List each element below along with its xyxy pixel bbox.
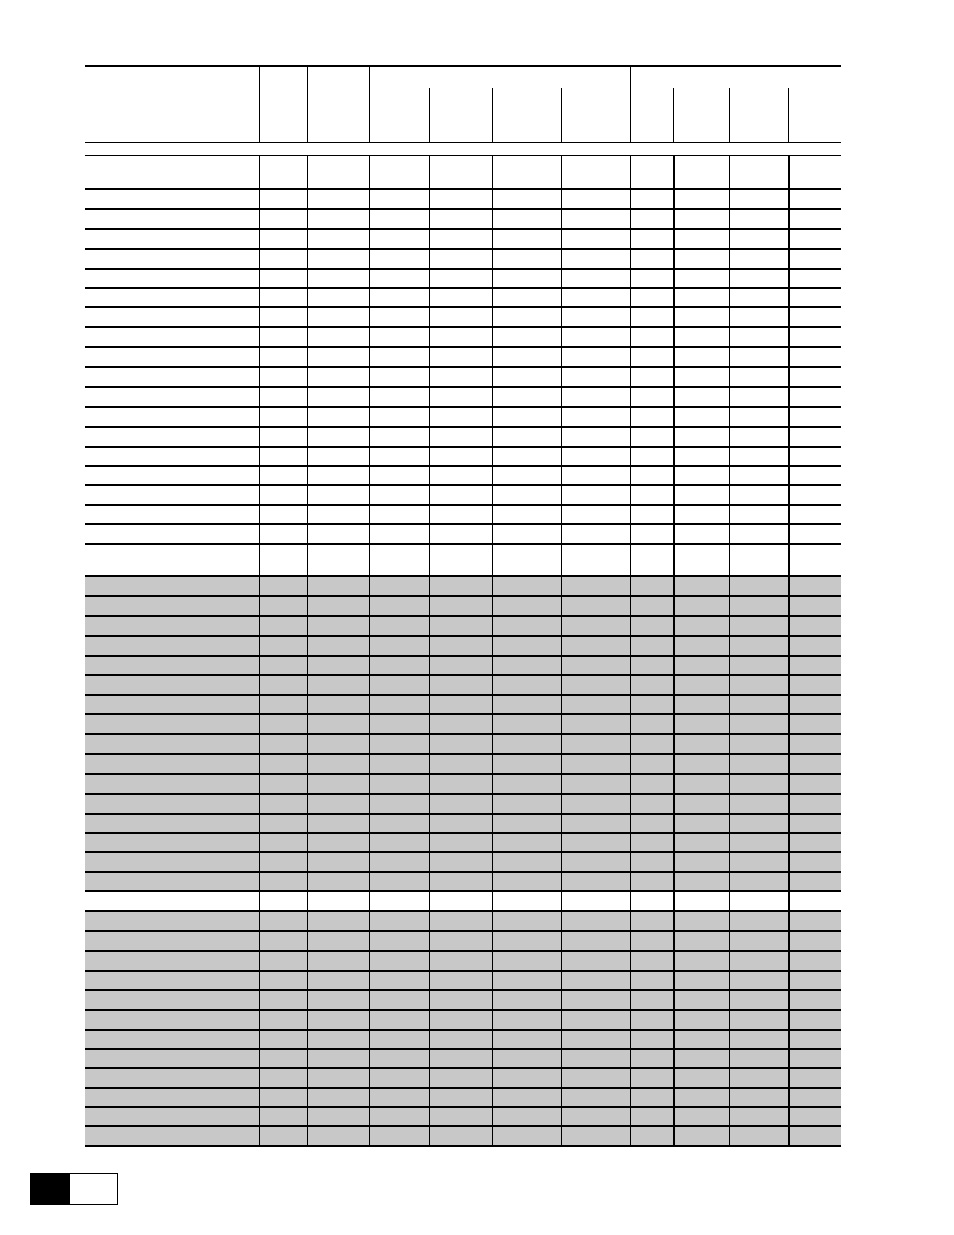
row-rule bbox=[85, 406, 841, 408]
data-table bbox=[85, 0, 841, 1150]
row-rule bbox=[85, 543, 841, 545]
row-rule bbox=[85, 446, 841, 448]
row-rule bbox=[85, 1009, 841, 1011]
column-rule bbox=[630, 155, 631, 1145]
row-rule bbox=[85, 1106, 841, 1108]
row-rule bbox=[85, 674, 841, 676]
row-rule bbox=[85, 386, 841, 388]
row-rule bbox=[85, 426, 841, 428]
row-rule bbox=[85, 504, 841, 506]
column-rule bbox=[259, 155, 260, 1145]
row-rule bbox=[85, 346, 841, 348]
row-rule bbox=[85, 1125, 841, 1127]
row-rule bbox=[85, 970, 841, 972]
header-column-rule bbox=[259, 66, 260, 142]
row-rule bbox=[85, 484, 841, 486]
header-rule bbox=[85, 155, 841, 156]
row-rule bbox=[85, 248, 841, 250]
subheader-column-rule bbox=[673, 88, 674, 142]
row-rule bbox=[85, 523, 841, 525]
row-rule bbox=[85, 832, 841, 834]
row-rule bbox=[85, 694, 841, 696]
row-rule bbox=[85, 306, 841, 308]
row-rule bbox=[85, 713, 841, 715]
row-rule bbox=[85, 326, 841, 328]
page-tab-outline-block bbox=[70, 1173, 118, 1205]
subheader-column-rule bbox=[788, 88, 789, 142]
table-top-rule bbox=[85, 65, 841, 67]
column-rule bbox=[561, 155, 562, 1145]
column-rule bbox=[492, 155, 493, 1145]
row-rule bbox=[85, 871, 841, 873]
row-rule bbox=[85, 635, 841, 637]
header-separator-rule bbox=[85, 142, 841, 143]
row-rule bbox=[85, 851, 841, 853]
row-rule bbox=[85, 1145, 841, 1147]
shaded-row-band bbox=[85, 910, 841, 1145]
row-rule bbox=[85, 615, 841, 617]
column-rule bbox=[369, 155, 370, 1145]
column-rule bbox=[307, 155, 308, 1145]
row-rule bbox=[85, 1048, 841, 1050]
row-rule bbox=[85, 773, 841, 775]
subheader-column-rule bbox=[492, 88, 493, 142]
row-rule bbox=[85, 950, 841, 952]
subheader-column-rule bbox=[561, 88, 562, 142]
row-rule bbox=[85, 1029, 841, 1031]
row-rule bbox=[85, 890, 841, 892]
row-rule bbox=[85, 268, 841, 270]
page-tab-filled-block bbox=[30, 1173, 70, 1205]
row-rule bbox=[85, 910, 841, 912]
row-rule bbox=[85, 366, 841, 368]
row-rule bbox=[85, 188, 841, 190]
header-column-rule bbox=[369, 66, 370, 142]
row-rule bbox=[85, 228, 841, 230]
row-rule bbox=[85, 989, 841, 991]
header-column-rule bbox=[630, 66, 631, 142]
row-rule bbox=[85, 753, 841, 755]
subheader-column-rule bbox=[429, 88, 430, 142]
row-rule bbox=[85, 1087, 841, 1089]
row-rule bbox=[85, 465, 841, 467]
row-rule bbox=[85, 930, 841, 932]
subheader-column-rule bbox=[729, 88, 730, 142]
row-rule bbox=[85, 793, 841, 795]
row-rule bbox=[85, 575, 841, 577]
row-rule bbox=[85, 1067, 841, 1069]
row-rule bbox=[85, 813, 841, 815]
column-rule-heavy bbox=[673, 155, 675, 1145]
row-rule bbox=[85, 287, 841, 289]
column-rule bbox=[429, 155, 430, 1145]
column-rule bbox=[729, 155, 730, 1145]
row-rule bbox=[85, 733, 841, 735]
row-rule bbox=[85, 655, 841, 657]
header-column-rule bbox=[307, 66, 308, 142]
column-rule-heavy bbox=[788, 155, 790, 1145]
row-rule bbox=[85, 595, 841, 597]
row-rule bbox=[85, 208, 841, 210]
